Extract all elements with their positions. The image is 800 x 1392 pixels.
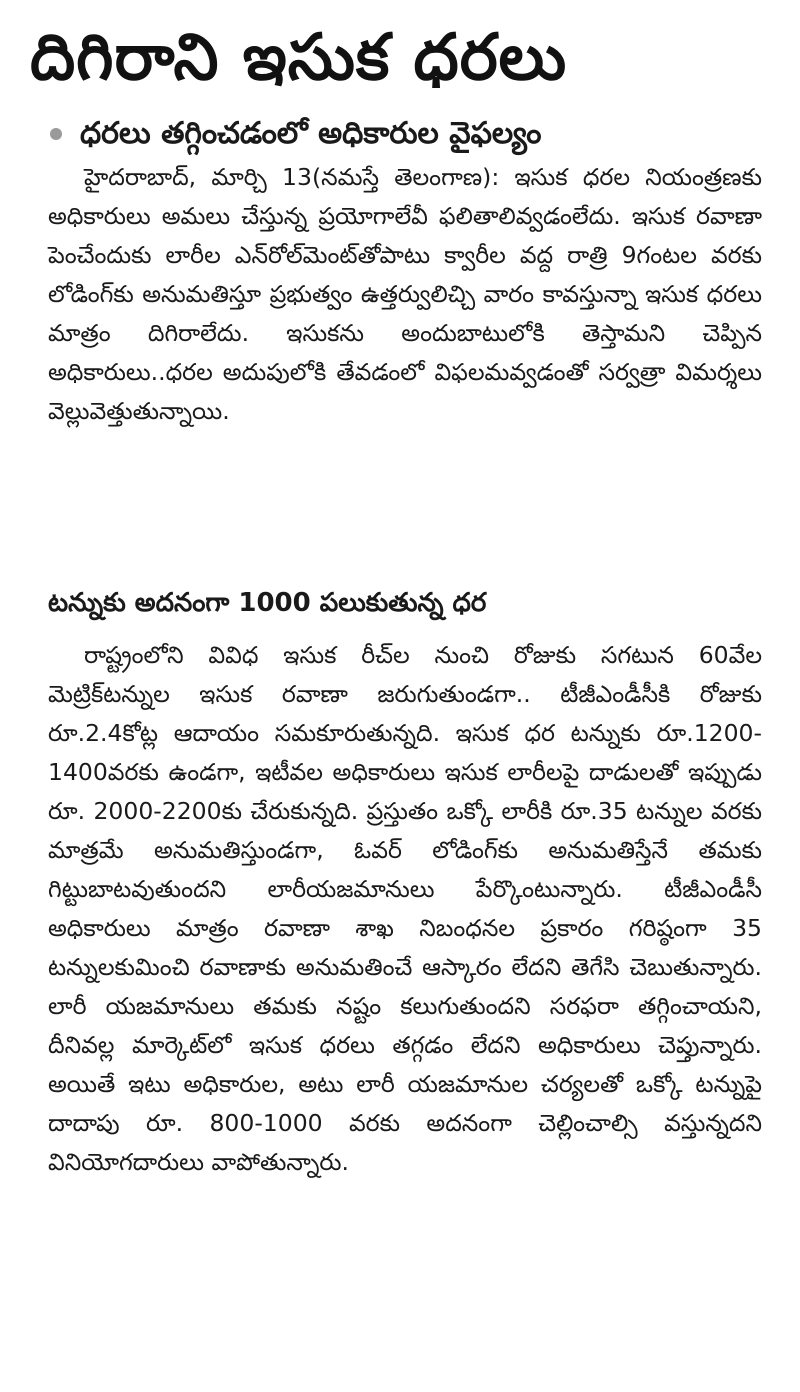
headline: దిగిరాని ఇసుక ధరలు bbox=[30, 21, 568, 95]
subheading: టన్నుకు అదనంగా 1000 పలుకుతున్న ధర bbox=[48, 588, 487, 618]
kicker-text: ధరలు తగ్గించడంలో అధికారుల వైఫల్యం bbox=[80, 116, 542, 151]
body-paragraph: రాష్ట్రంలోని వివిధ ఇసుక రీచ్‌ల నుంచి రోజుకు సగటున 60వేల మెట్రిక్‌టన్నుల ఇసుక రవాణా జరుగుతుండగా.. టీజీఎండీసీకి రోజుకు రూ.2.4కోట్ల ఆదాయం సమకూరుతున్నది. ఇసుక ధర టన్నుకు రూ.1200-1400వరకు ఉండగా, ఇటీవల అధికారులు ఇసుక లారీలపై దాడులతో ఇప్పుడు రూ. 2000-2200కు చేరుకున్నది. ప్రస్తుతం ఒక్కో లారీకి రూ.35 టన్నుల వరకు మాత్రమే అనుమతిస్తుండగా, ఓవర్ లోడింగ్‌కు అనుమతిస్తేనే తమకు గిట్టుబాటవుతుందని లారీయజమానులు పేర్కొంటున్నారు. టీజీఎండీసీ అధికారులు మాత్రం రవాణా శాఖ నిబంధనల ప్రకారం గరిష్ఠంగా 35 టన్నులకుమించి రవాణాకు అనుమతించే ఆస్కారం లేదని తెగేసి చెబుతున్నారు. లారీ యజమానులు తమకు నష్టం కలుగుతుందని సరఫరా తగ్గించాయని, దీనివల్ల మార్కెట్‌లో ఇసుక ధరలు తగ్గడం లేదని అధికారులు చెప్తున్నారు. అయితే ఇటు అధికారుల, అటు లారీ యజమానుల చర్యలతో ఒక్కో టన్నుపై దాదాపు రూ. 800-1000 వరకు అదనంగా చెల్లించాల్సి వస్తున్నదని వినియోగదారులు వాపోతున్నారు. bbox=[48, 641, 762, 1176]
bullet-icon bbox=[50, 128, 62, 140]
body-paragraph: హైదరాబాద్, మార్చి 13(నమస్తే తెలంగాణ): ఇసుక ధరల నియంత్రణకు అధికారులు అమలు చేస్తున్న ప్రయోగాలేవీ ఫలితాలివ్వడంలేదు. ఇసుక రవాణా పెంచేందుకు లారీల ఎన్‌రోల్‌మెంట్‌తోపాటు క్వారీల వద్ద రాత్రి 9గంటల వరకు లోడింగ్‌కు అనుమతిస్తూ ప్రభుత్వం ఉత్తర్వులిచ్చి వారం కావస్తున్నా ఇసుక ధరలు మాత్రం దిగిరాలేదు. ఇసుకను అందుబాటులోకి తెస్తామని చెప్పిన అధికారులు..ధరల అదుపులోకి తేవడంలో విఫలమవ్వడంతో సర్వత్రా విమర్శలు వెల్లువెత్తుతున్నాయి. bbox=[48, 163, 762, 425]
kicker bbox=[50, 112, 770, 156]
